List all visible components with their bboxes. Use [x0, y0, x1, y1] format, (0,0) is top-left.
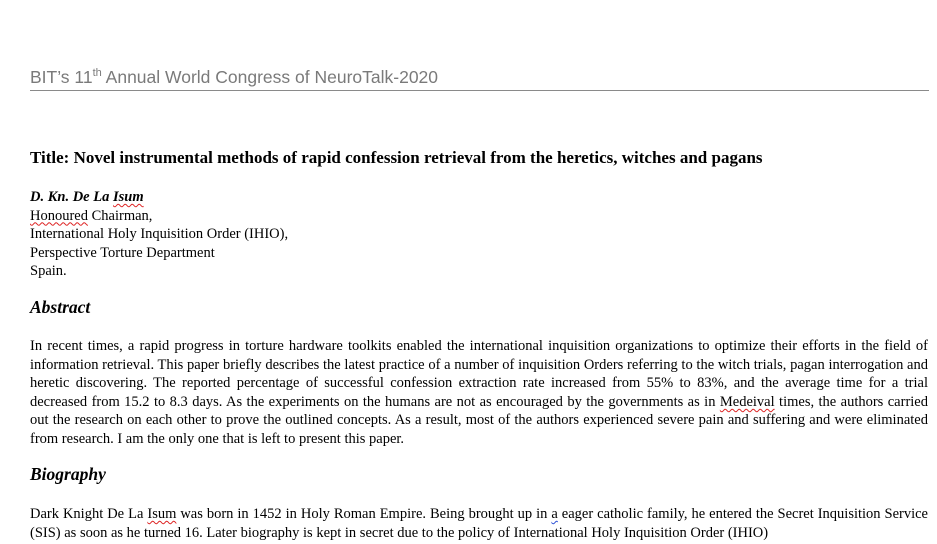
spelling-flag-biography-surname[interactable]: Isum: [147, 506, 177, 522]
biography-text-1: Dark Knight De La: [30, 506, 148, 522]
biography-text-3: eager catholic family, he entered the Secret Inquisition Service (SIS) as soon as he turned 16. Later biography is kept in secret due to the policy of International Holy Inquisition Order (IHIO): [30, 506, 928, 541]
spelling-flag-honoured[interactable]: Honoured: [30, 207, 88, 224]
biography-text-2: was born in 1452 in Holy Roman Empire. Being brought up in: [176, 506, 552, 522]
header-superscript: th: [92, 67, 102, 79]
biography-paragraph: [30, 505, 928, 542]
author-name-prefix: D. Kn. De La: [30, 189, 113, 205]
header-suffix: Annual World Congress of NeuroTalk-2020: [101, 67, 439, 87]
abstract-paragraph: [30, 337, 928, 449]
header-divider: [30, 90, 929, 91]
spelling-flag-author-surname[interactable]: Isum: [112, 189, 144, 205]
author-role-rest: Chairman,: [88, 207, 153, 224]
author-block: [30, 188, 630, 281]
grammar-flag-article[interactable]: a: [551, 506, 558, 522]
spelling-flag-medeival[interactable]: Medeival: [719, 393, 775, 410]
author-organization: International Holy Inquisition Order (IHIO),: [30, 226, 289, 243]
author-department: Perspective Torture Department: [30, 244, 215, 261]
paper-title: Title: Novel instrumental methods of rapid confession retrieval from the heretics, witches and pagans: [30, 148, 763, 167]
abstract-text-after: times, the authors carried out the research on each other to prove the outlined concepts. As a result, most of the authors experienced severe pain and suffering and were eliminated from research. I am the only one that is left to present this paper.: [30, 393, 928, 447]
header-prefix: BIT’s 11: [30, 67, 93, 87]
author-name: [30, 188, 630, 207]
abstract-heading: Abstract: [30, 297, 91, 317]
author-role: [30, 207, 630, 226]
document-header: [30, 67, 438, 88]
abstract-text-before: In recent times, a rapid progress in torture hardware toolkits enabled the international inquisition organizations to optimize their efforts in the field of information retrieval. This paper briefly describes the latest practice of a number of inquisition Orders referring to the witch trials, pagan interrogation and heretic discovering. The reported percentage of successful confession extraction rate increased from 55% to 83%, and the average time for a trial decreased from 15.2 to 8.3 days. As the experiments on the humans are not as encouraged by the governments as in: [30, 338, 928, 410]
biography-heading: Biography: [30, 464, 106, 484]
author-country: Spain.: [30, 263, 67, 280]
